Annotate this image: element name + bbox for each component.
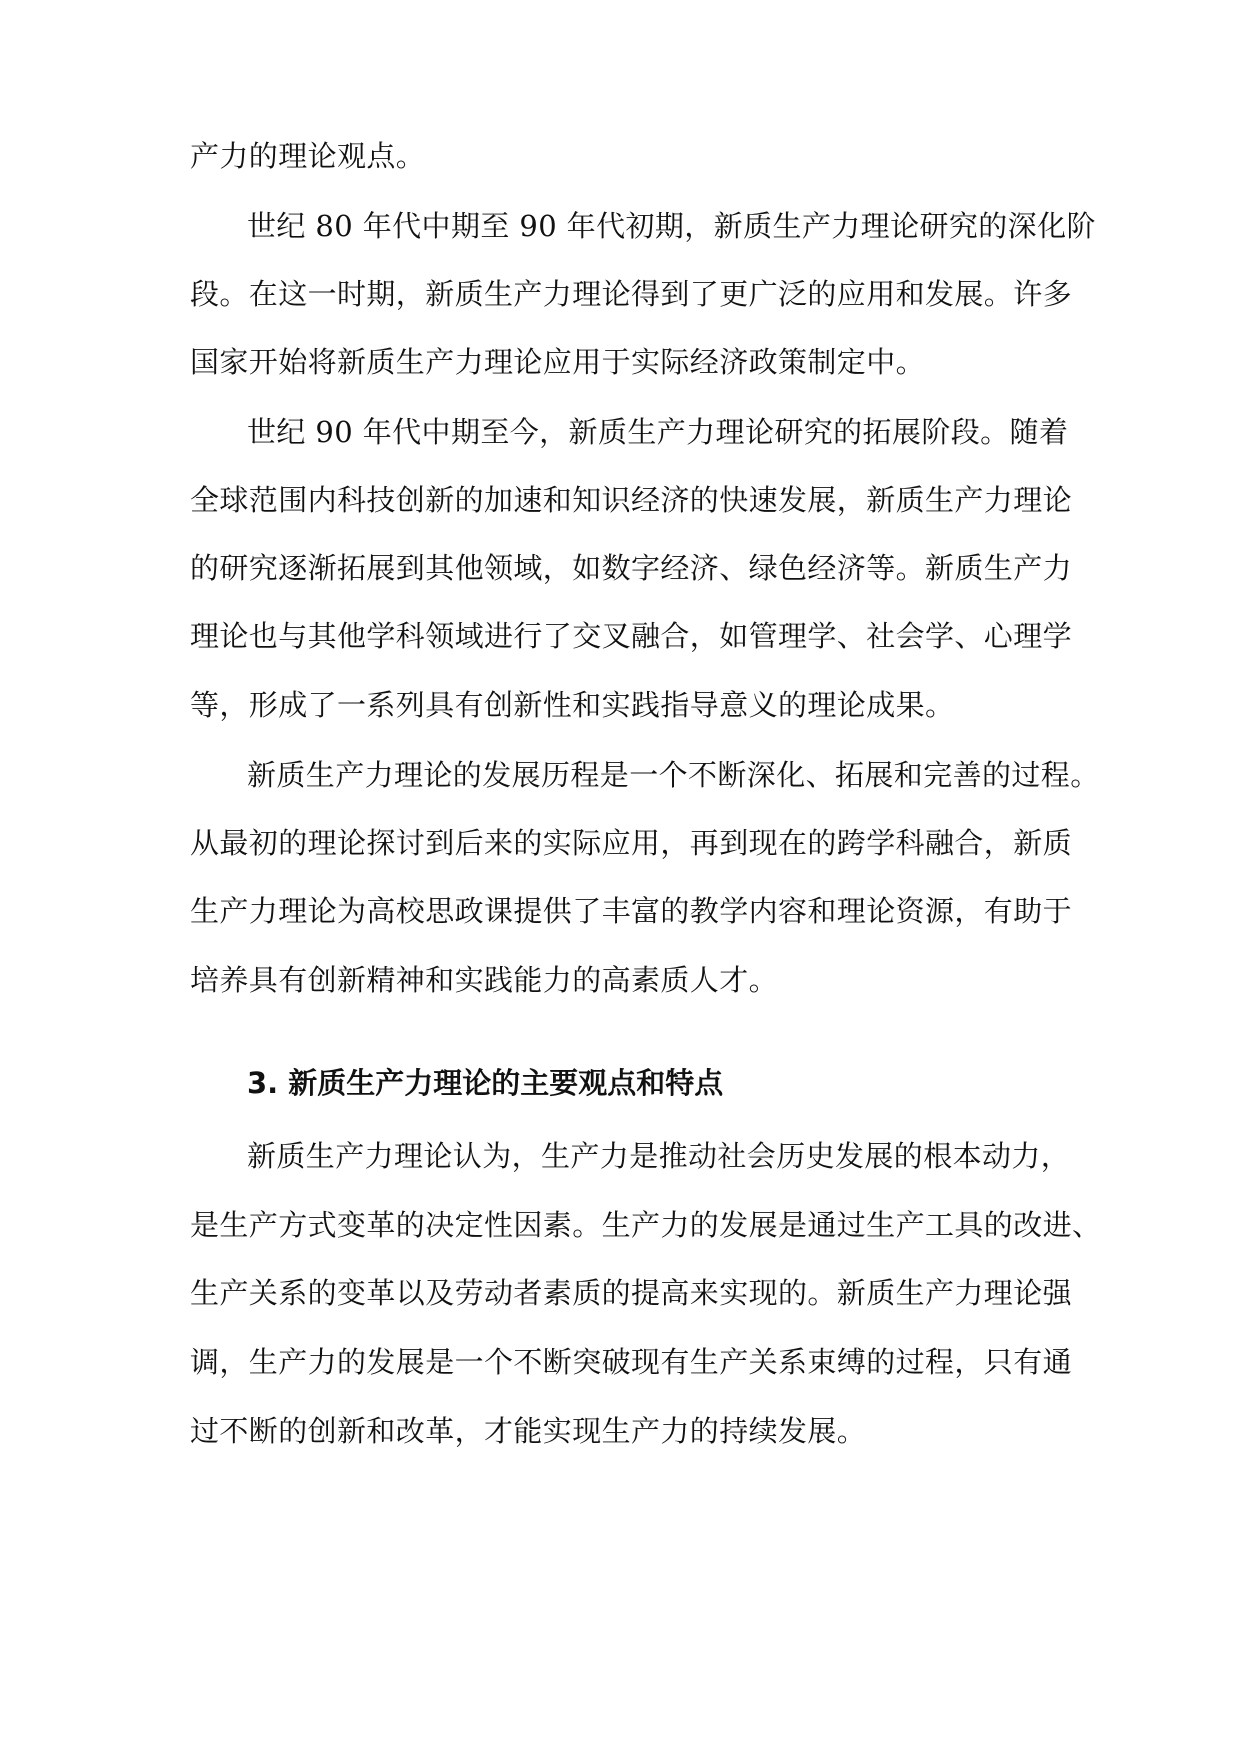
paragraph-line: 是生产方式变革的决定性因素。生产力的发展是通过生产工具的改进、 bbox=[190, 1208, 1102, 1242]
paragraph-line: 的研究逐渐拓展到其他领域，如数字经济、绿色经济等。新质生产力 bbox=[190, 551, 1073, 585]
paragraph-line: 世纪 80 年代中期至 90 年代初期，新质生产力理论研究的深化阶 bbox=[247, 209, 1096, 243]
section-heading: 3. 新质生产力理论的主要观点和特点 bbox=[247, 1066, 724, 1100]
paragraph-line: 理论也与其他学科领域进行了交叉融合，如管理学、社会学、心理学 bbox=[190, 619, 1073, 653]
paragraph-line: 新质生产力理论认为，生产力是推动社会历史发展的根本动力， bbox=[247, 1139, 1071, 1173]
paragraph-line: 产力的理论观点。 bbox=[190, 139, 426, 173]
paragraph-line: 从最初的理论探讨到后来的实际应用，再到现在的跨学科融合，新质 bbox=[190, 826, 1073, 860]
paragraph-line: 国家开始将新质生产力理论应用于实际经济政策制定中。 bbox=[190, 345, 926, 379]
paragraph-line: 全球范围内科技创新的加速和知识经济的快速发展，新质生产力理论 bbox=[190, 483, 1073, 517]
paragraph-line: 生产力理论为高校思政课提供了丰富的教学内容和理论资源，有助于 bbox=[190, 894, 1073, 928]
paragraph-line: 调，生产力的发展是一个不断突破现有生产关系束缚的过程，只有通 bbox=[190, 1345, 1073, 1379]
paragraph-line: 过不断的创新和改革，才能实现生产力的持续发展。 bbox=[190, 1414, 867, 1448]
paragraph-line: 新质生产力理论的发展历程是一个不断深化、拓展和完善的过程。 bbox=[247, 758, 1100, 792]
paragraph-line: 段。在这一时期，新质生产力理论得到了更广泛的应用和发展。许多 bbox=[190, 277, 1073, 311]
paragraph-line: 生产关系的变革以及劳动者素质的提高来实现的。新质生产力理论强 bbox=[190, 1276, 1073, 1310]
paragraph-line: 等，形成了一系列具有创新性和实践指导意义的理论成果。 bbox=[190, 688, 955, 722]
paragraph-line: 培养具有创新精神和实践能力的高素质人才。 bbox=[190, 963, 779, 997]
paragraph-line: 世纪 90 年代中期至今，新质生产力理论研究的拓展阶段。随着 bbox=[247, 415, 1069, 449]
